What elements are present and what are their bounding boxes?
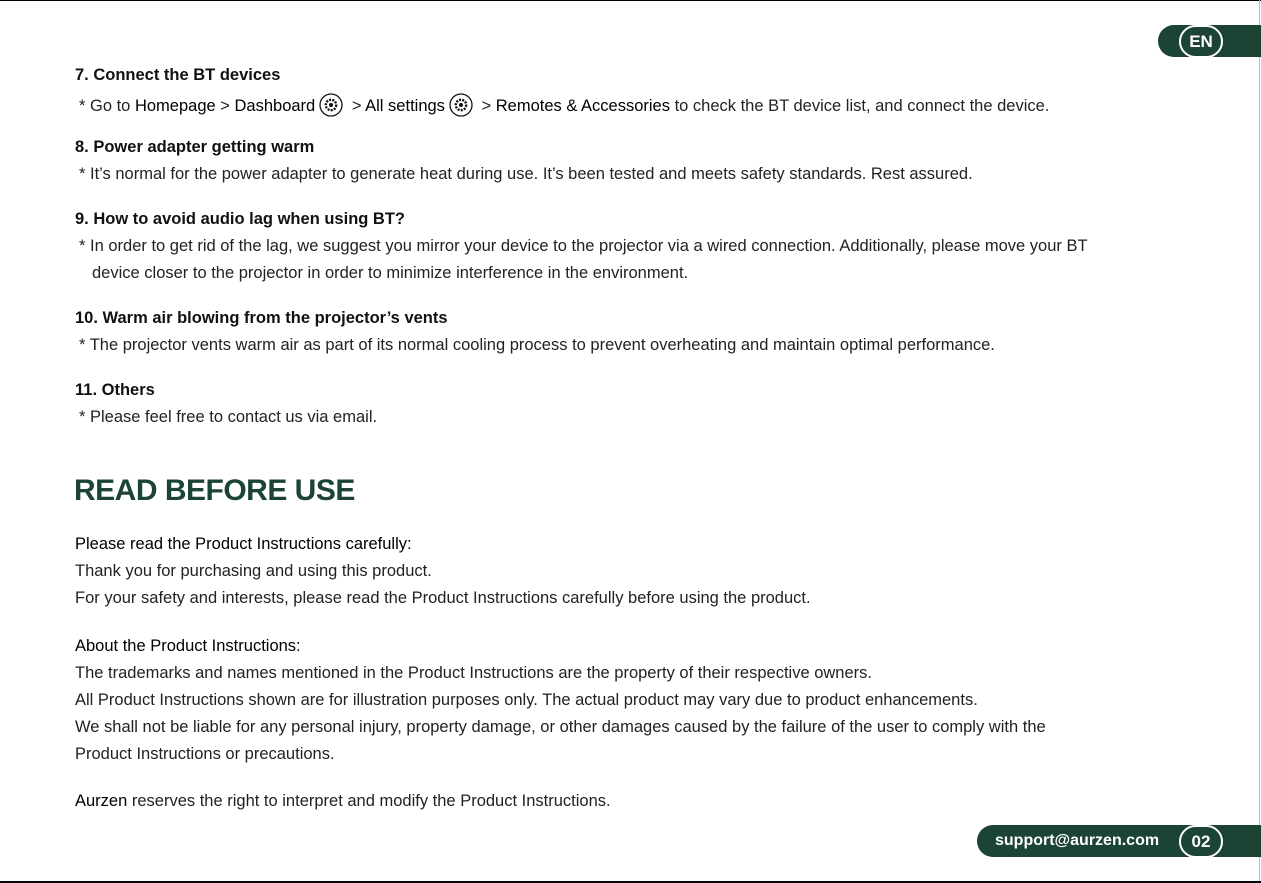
top-border	[0, 0, 1261, 1]
nav-homepage: Homepage	[134, 97, 216, 115]
nav-sep-1: >	[215, 97, 235, 115]
faq-11-title: 11. Others	[75, 381, 155, 399]
nav-remotes-accessories: Remotes & Accessories	[495, 97, 670, 115]
read-before-use-heading: READ BEFORE USE	[74, 474, 355, 507]
faq-7-body	[79, 93, 1049, 117]
faq-9-body-line1: * In order to get rid of the lag, we suggest you mirror your device to the projector via a wired connection. Additionally, please move your BT	[79, 237, 1088, 255]
gear-icon	[449, 93, 473, 117]
page-number: 02	[1179, 825, 1223, 858]
faq-11-body: * Please feel free to contact us via email.	[79, 408, 378, 426]
faq-10-body: * The projector vents warm air as part of its normal cooling process to prevent overheating and maintain optimal performance.	[79, 336, 995, 354]
faq-10-title: 10. Warm air blowing from the projector’s vents	[75, 309, 448, 327]
right-border	[1259, 0, 1260, 883]
nav-all-settings: All settings	[365, 97, 445, 115]
language-badge: EN	[1179, 25, 1223, 58]
brand-statement	[75, 792, 611, 811]
faq-8-title: 8. Power adapter getting warm	[75, 138, 315, 156]
about-line-1: The trademarks and names mentioned in the Product Instructions are the property of their respective owners.	[75, 664, 872, 682]
brand-name: Aurzen	[75, 792, 128, 810]
faq-9-title: 9. How to avoid audio lag when using BT?	[75, 210, 406, 228]
faq-7-prefix: * Go to	[79, 97, 135, 115]
instructions-line-2: For your safety and interests, please read the Product Instructions carefully before using the product.	[75, 589, 811, 607]
gear-icon	[319, 93, 343, 117]
instructions-title: Please read the Product Instructions carefully:	[75, 535, 412, 553]
nav-sep-3: >	[476, 97, 496, 115]
brand-suffix: reserves the right to interpret and modify the Product Instructions.	[127, 792, 611, 810]
nav-sep-2: >	[347, 97, 366, 115]
instructions-line-1: Thank you for purchasing and using this product.	[75, 562, 432, 580]
faq-8-body: * It’s normal for the power adapter to generate heat during use. It’s been tested and meets safety standards. Rest assured.	[79, 165, 973, 183]
faq-7-title: 7. Connect the BT devices	[75, 66, 281, 84]
about-line-2: All Product Instructions shown are for illustration purposes only. The actual product may vary due to product enhancements.	[75, 691, 978, 709]
support-email[interactable]: support@aurzen.com	[995, 832, 1160, 849]
about-line-4: Product Instructions or precautions.	[75, 745, 335, 763]
faq-7-suffix: to check the BT device list, and connect the device.	[669, 97, 1050, 115]
about-line-3: We shall not be liable for any personal injury, property damage, or other damages caused by the failure of the user to comply with the	[75, 718, 1046, 736]
faq-9-body-line2: device closer to the projector in order to minimize interference in the environment.	[92, 264, 689, 282]
nav-dashboard: Dashboard	[234, 97, 316, 115]
about-title: About the Product Instructions:	[75, 637, 301, 655]
